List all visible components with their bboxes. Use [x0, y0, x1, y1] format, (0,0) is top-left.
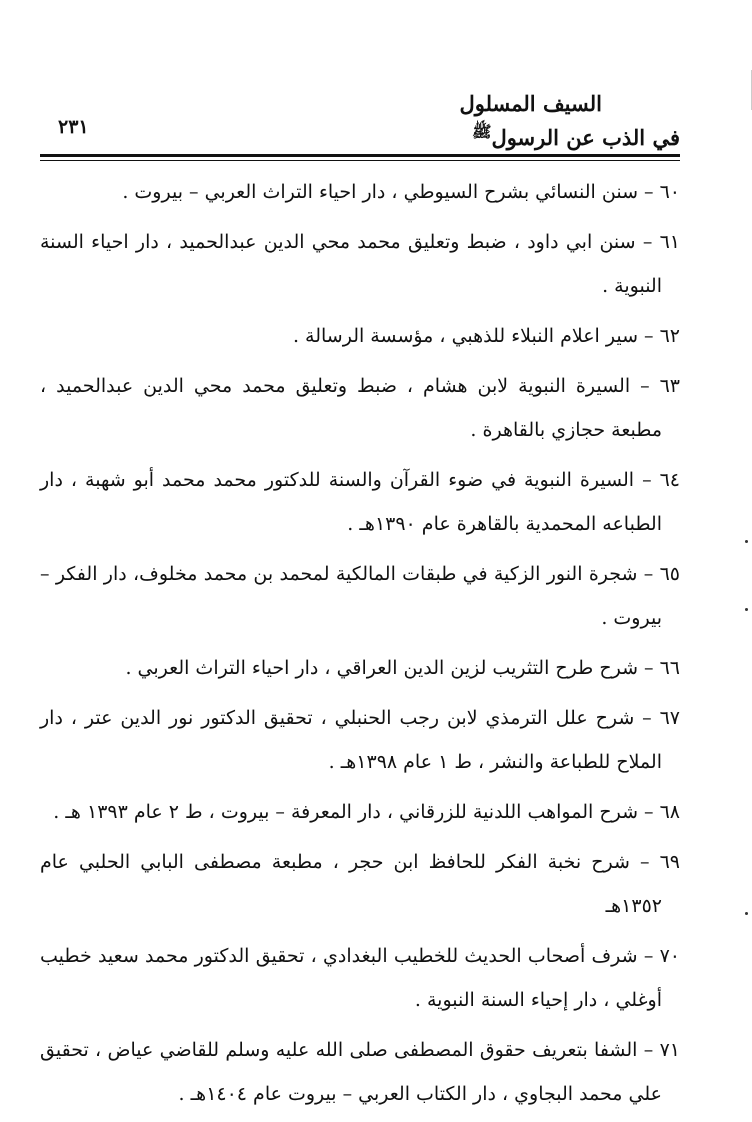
reference-item: ٦٩ – شرح نخبة الفكر للحافظ ابن حجر ، مطبعة مصطفى البابي الحلبي عام ١٣٥٢هـ: [40, 851, 680, 917]
reference-item: ٦٥ – شجرة النور الزكية في طبقات المالكية لمحمد بن محمد مخلوف، دار الفكر – بيروت .: [40, 563, 680, 629]
running-header: [40, 90, 680, 158]
reference-item: ٦٤ – السيرة النبوية في ضوء القرآن والسنة للدكتور محمد محمد أبو شهبة ، دار الطباعه المحمدية بالقاهرة عام ١٣٩٠هـ .: [40, 469, 680, 535]
reference-item: ٦٦ – شرح طرح التثريب لزين الدين العراقي ، دار احياء التراث العربي .: [125, 657, 680, 679]
reference-item: ٦٣ – السيرة النبوية لابن هشام ، ضبط وتعليق محمد محي الدين عبدالحميد ، مطبعة حجازي بالقاهرة .: [40, 375, 680, 441]
book-title-line-1: السيف المسلول: [459, 91, 602, 116]
reference-item: ٦١ – سنن ابي داود ، ضبط وتعليق محمد محي الدين عبدالحميد ، دار احياء السنة النبوية .: [40, 231, 680, 297]
edge-speck: [745, 608, 748, 611]
book-title: [459, 90, 680, 152]
reference-item: ٦٧ – شرح علل الترمذي لابن رجب الحنبلي ، تحقيق الدكتور نور الدين عتر ، دار الملاح للطباعة والنشر ، ط ١ عام ١٣٩٨هـ .: [40, 707, 680, 773]
reference-item: ٧١ – الشفا بتعريف حقوق المصطفى صلى الله عليه وسلم للقاضي عياض ، تحقيق علي محمد البجاوي ، دار الكتاب العربي – بيروت عام ١٤٠٤هـ .: [40, 1039, 680, 1105]
page-number: ٢٣١: [58, 116, 89, 138]
book-title-line-2: [459, 118, 680, 152]
edge-speck: [745, 912, 748, 915]
reference-item: ٦٢ – سير اعلام النبلاء للذهبي ، مؤسسة الرسالة .: [292, 325, 680, 347]
header-rule-thin: [40, 160, 680, 161]
references-list: [40, 170, 680, 1122]
reference-item: ٧٠ – شرف أصحاب الحديث للخطيب البغدادي ، تحقيق الدكتور محمد سعيد خطيب أوغلي ، دار إحياء السنة النبوية .: [40, 945, 680, 1011]
header-rule-thick: [40, 154, 680, 157]
pbuh-glyph: ﷺ: [472, 122, 492, 141]
book-title-line-2-text: في الذب عن الرسول: [491, 125, 680, 150]
edge-speck: [745, 540, 748, 543]
reference-item: ٦٠ – سنن النسائي بشرح السيوطي ، دار احياء التراث العربي – بيروت .: [122, 181, 680, 203]
reference-item: ٦٨ – شرح المواهب اللدنية للزرقاني ، دار المعرفة – بيروت ، ط ٢ عام ١٣٩٣ هـ .: [53, 801, 680, 823]
